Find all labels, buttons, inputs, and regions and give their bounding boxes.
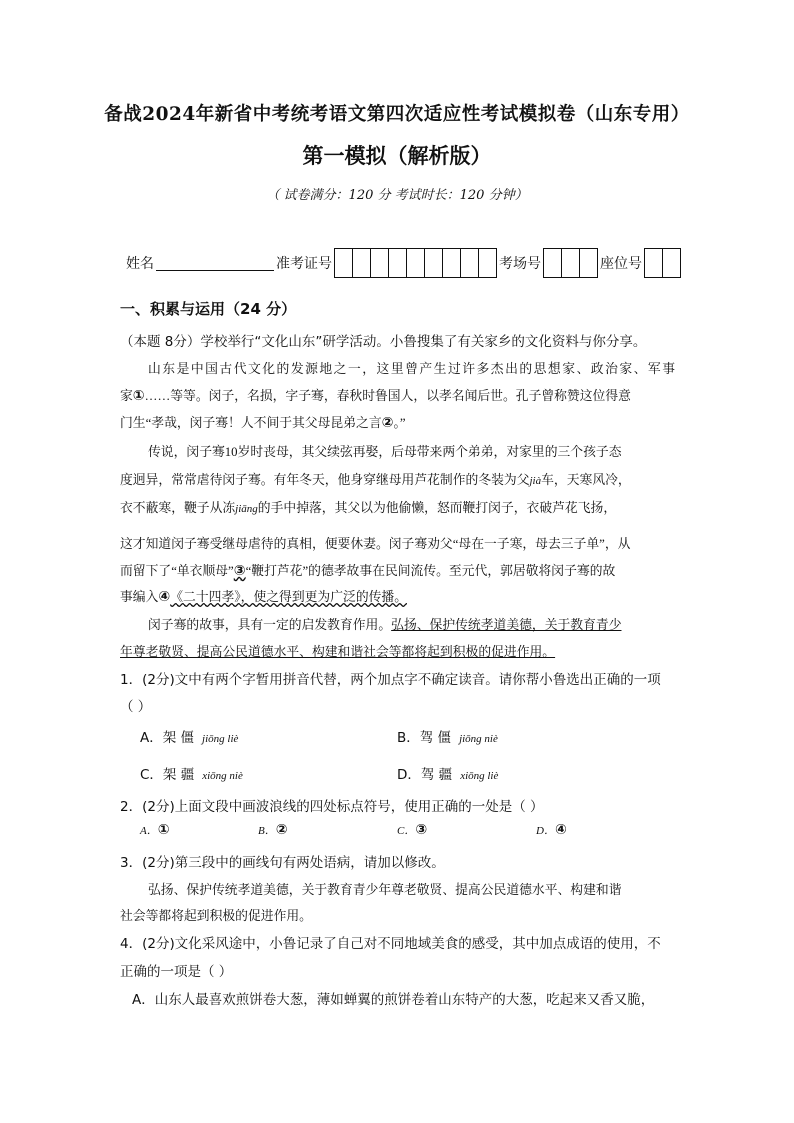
- candidate-info-row: [126, 248, 683, 278]
- q2-option-a[interactable]: A．①: [140, 822, 170, 838]
- seat-number-boxes[interactable]: [644, 248, 681, 278]
- q4-option-a[interactable]: A．山东人最喜欢煎饼卷大葱，薄如蝉翼的煎饼卷着山东特产的大葱，吃起来又香又脆，: [132, 992, 655, 1008]
- question-1-stem: （ ）: [120, 699, 152, 715]
- passage-line: 山东是中国古代文化的发源地之一，这里曾产生过许多杰出的思想家、政治家、军事: [148, 362, 675, 376]
- q1-option-a[interactable]: A．架 僵 jiōng liè: [140, 730, 239, 746]
- question-4-stem: 4．(2分)文化采风途中，小鲁记录了自己对不同地域美食的感受，其中加点成语的使用，不: [120, 936, 661, 952]
- passage-line: 家①……等等。闵子，名损，字子骞，春秋时鲁国人，以孝名闻后世。孔子曾称赞这位得意: [120, 388, 631, 404]
- question-3-sentence: 社会等都将起到积极的促进作用。: [120, 909, 312, 923]
- q2-option-c[interactable]: C．③: [397, 822, 428, 838]
- question-3-sentence: 弘扬、保护传统孝道美德，关于教育青少年尊老敬贤、提高公民道德水平、构建和谐: [148, 883, 622, 897]
- passage-intro: （本题 8分）学校举行“文化山东”研学活动。小鲁搜集了有关家乡的文化资料与你分享。: [120, 334, 647, 350]
- marker-2: ②: [381, 415, 394, 431]
- passage-line: 而留下了“单衣顺母”③“鞭打芦花”的德孝故事在民间流传。至元代，郭居敬将闵子骞的故: [120, 563, 616, 579]
- question-1-stem: 1．(2分)文中有两个字暂用拼音代替，两个加点字不确定读音。请你帮小鲁选出正确的一项: [120, 672, 661, 688]
- q1-option-b[interactable]: B．驾 僵 jiōng niè: [397, 730, 498, 746]
- section-heading: 一、积累与运用（24 分）: [120, 300, 297, 318]
- passage-line: 门生“孝哉，闵子骞！人不间于其父母昆弟之言②。”: [120, 415, 406, 431]
- ticket-label: 准考证号: [276, 256, 332, 272]
- passage-line: 传说，闵子骞10岁时丧母，其父续弦再娶，后母带来两个弟弟，对家里的三个孩子态: [148, 445, 622, 459]
- q1-option-c[interactable]: C．架 疆 xiōng niè: [140, 767, 243, 783]
- q2-option-b[interactable]: B．②: [258, 822, 288, 838]
- exam-subtitle: 第一模拟（解析版）: [302, 143, 492, 168]
- ticket-number-boxes[interactable]: [334, 248, 497, 278]
- q2-option-d[interactable]: D．④: [536, 822, 567, 838]
- underlined-sentence: 年尊老敬贤、提高公民道德水平、构建和谐社会等都将起到积极的促进作用。: [120, 645, 556, 659]
- room-number-boxes[interactable]: [543, 248, 598, 278]
- pinyin-jia: jià: [529, 475, 542, 487]
- name-label: 姓名: [126, 256, 154, 272]
- marker-4: ④: [158, 589, 171, 605]
- underlined-sentence: 弘扬、保护传统孝道美德，关于教育青少: [391, 618, 622, 632]
- passage-line: 这才知道闵子骞受继母虐待的真相，便要休妻。闵子骞劝父“母在一子寒，母去三子单”，从: [120, 537, 631, 551]
- passage-line: 闵子骞的故事，具有一定的启发教育作用。弘扬、保护传统孝道美德，关于教育青少: [148, 618, 622, 632]
- passage-line: 事编入④《二十四孝》，使之得到更为广泛的传播。: [120, 589, 407, 605]
- question-2-stem: 2．(2分)上面文段中画波浪线的四处标点符号，使用正确的一处是（ ）: [120, 799, 544, 815]
- q1-option-d[interactable]: D．驾 疆 xiōng liè: [397, 767, 499, 783]
- room-label: 考场号: [499, 256, 541, 272]
- name-field[interactable]: [156, 256, 274, 271]
- exam-info: （ 试卷满分：120 分 考试时长：120 分钟）: [266, 188, 528, 203]
- passage-line: 度迥异，常常虐待闵子骞。有年冬天，他身穿继母用芦花制作的冬装为父jià车，天寒风冷，: [120, 473, 631, 487]
- question-3-stem: 3．(2分)第三段中的画线句有两处语病，请加以修改。: [120, 855, 445, 871]
- pinyin-jiang: jiāng: [235, 503, 258, 515]
- passage-line: 衣不蔽寒，鞭子从冻jiāng的手中掉落，其父以为他偷懒，怒而鞭打闵子，衣破芦花飞扬，: [120, 501, 617, 515]
- marker-1: ①: [132, 388, 145, 404]
- marker-3: ③: [233, 563, 246, 579]
- question-4-stem: 正确的一项是（ ）: [120, 964, 233, 980]
- seat-label: 座位号: [600, 256, 642, 272]
- exam-title: 备战2024年新省中考统考语文第四次适应性考试模拟卷（山东专用）: [104, 104, 690, 125]
